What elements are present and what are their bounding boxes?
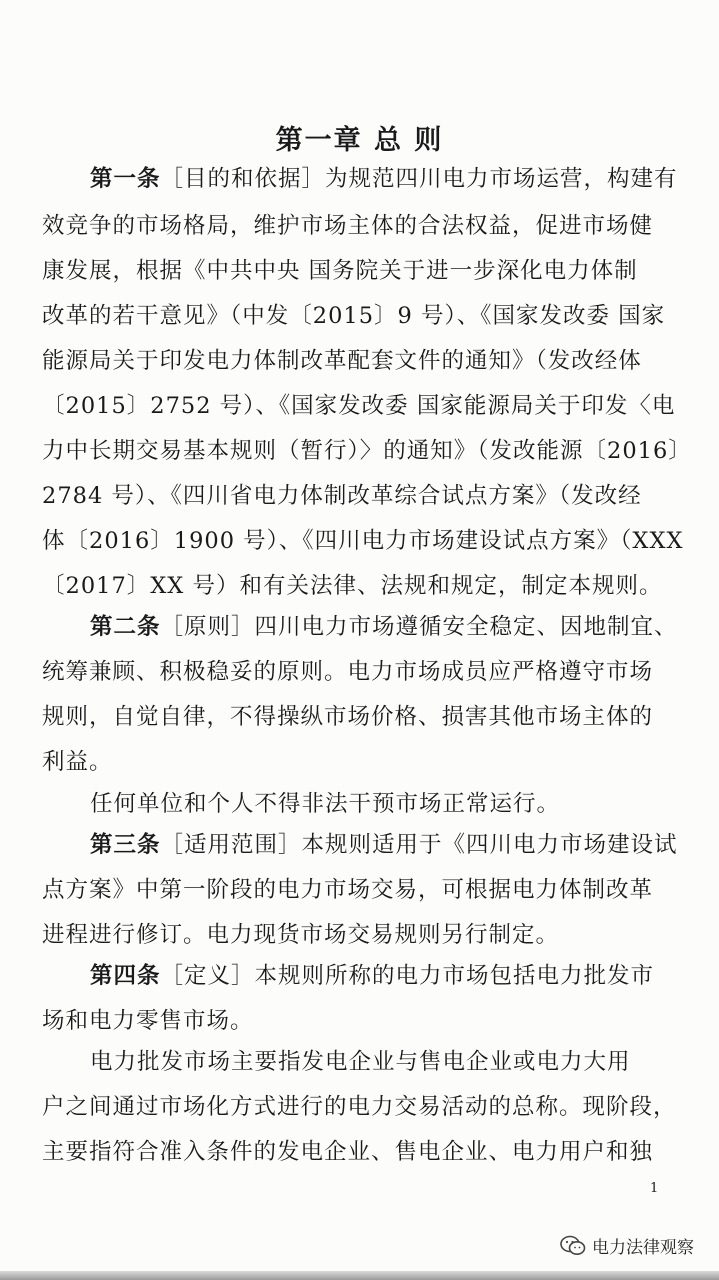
text-line [42,920,682,950]
line-text: 进程进行修订。电力现货市场交易规则另行制定。 [42,922,560,948]
line-text: 2784 号）、《四川省电力体制改革综合试点方案》（发改经 [42,483,642,509]
line-text: ［定义］本规则所称的电力市场包括电力批发市 [160,963,655,989]
text-line [42,436,692,466]
text-line [90,830,682,860]
article-number: 第一条 [90,166,161,192]
watermark [560,1233,694,1258]
text-line [42,1092,682,1122]
line-text: 效竞争的市场格局，维护市场主体的合法权益，促进市场健 [42,213,654,239]
text-line [42,571,682,601]
text-line [90,789,682,819]
watermark-label: 电力法律观察 [592,1238,694,1258]
line-text: 任何单位和个人不得非法干预市场正常运行。 [90,791,561,817]
line-text: 主要指符合准入条件的发电企业、售电企业、电力用户和独 [42,1139,654,1165]
line-text: 〔2017〕XX 号）和有关法律、法规和规定，制定本规则。 [42,573,663,599]
text-line [42,391,682,421]
line-text: 能源局关于印发电力体制改革配套文件的通知》（发改经体 [42,348,642,374]
line-text: 利益。 [42,749,113,775]
line-text: 户之间通过市场化方式进行的电力交易活动的总称。现阶段， [42,1094,677,1120]
text-line [42,301,682,331]
line-text: 统筹兼顾、积极稳妥的原则。电力市场成员应严格遵守市场 [42,659,654,685]
line-text: 场和电力零售市场。 [42,1008,254,1034]
text-line [90,164,682,194]
line-text: 力中长期交易基本规则（暂行）〉的通知》（发改能源〔2016〕 [42,438,692,464]
line-text: 规则，自觉自律，不得操纵市场价格、损害其他市场主体的 [42,704,654,730]
text-line [90,961,682,991]
text-line [42,747,682,777]
text-line [42,211,682,241]
line-text: 点方案》中第一阶段的电力市场交易，可根据电力体制改革 [42,877,654,903]
line-text: ［适用范围］本规则适用于《四川电力市场建设试 [160,832,678,858]
line-text: 改革的若干意见》（中发〔2015〕9 号）、《国家发改委 国家 [42,303,666,329]
chapter-title: 第一章 总 则 [275,125,444,156]
line-text: 电力批发市场主要指发电企业与售电企业或电力大用 [90,1049,631,1075]
text-line [42,256,682,286]
wechat-icon [560,1235,586,1257]
text-line [42,526,682,556]
line-text: 〔2015〕2752 号）、《国家发改委 国家能源局关于印发〈电 [42,393,676,419]
text-line [90,1047,682,1077]
bottom-bar [0,1271,719,1280]
line-text: 体〔2016〕1900 号）、《四川电力市场建设试点方案》（XXX [42,528,684,554]
article-number: 第二条 [90,614,161,640]
text-line [42,346,682,376]
line-text: 康发展，根据《中共中央 国务院关于进一步深化电力体制 [42,258,638,284]
text-line [42,1006,682,1036]
text-line [42,702,682,732]
article-number: 第四条 [90,963,161,989]
text-line [42,875,682,905]
text-line [90,612,682,642]
text-line [42,481,682,511]
line-text: ［原则］四川电力市场遵循安全稳定、因地制宜、 [160,614,678,640]
text-line [42,1137,682,1167]
text-line [42,657,682,687]
line-text: ［目的和依据］为规范四川电力市场运营，构建有 [160,166,678,192]
page-number: 1 [650,1181,659,1196]
article-number: 第三条 [90,832,161,858]
